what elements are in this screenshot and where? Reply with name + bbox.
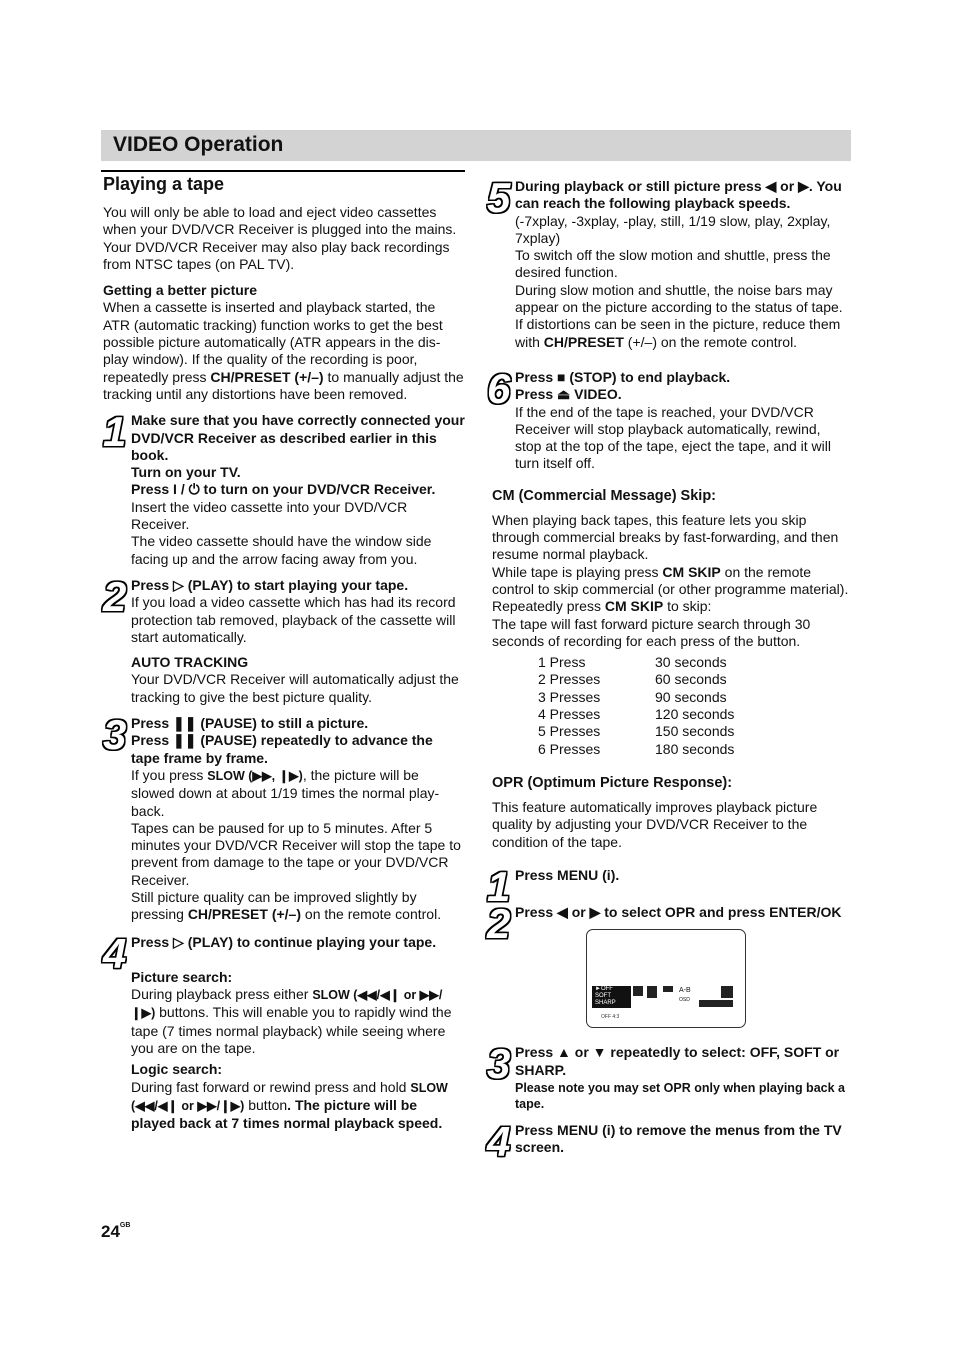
left-column xyxy=(103,173,465,1133)
step-instruction: Press I / ⏻ to turn on your DVD/VCR Receiver. xyxy=(131,481,436,498)
display-icon xyxy=(721,986,733,998)
auto-tracking-text: Your DVD/VCR Receiver will automatically adjust the tracking to give the best picture quality. xyxy=(131,671,459,705)
table-row: 4 Presses 120 seconds xyxy=(538,706,735,723)
osd-icon-bar xyxy=(633,986,733,1008)
step-text: During slow motion and shuttle, the noise bars may appear on the picture according to the status of tape. xyxy=(515,281,843,316)
step-number: 5 xyxy=(487,174,511,221)
step-text: (-7xplay, -3xplay, -play, still, 1/19 slow, play, 2xplay, 7xplay) xyxy=(515,212,831,246)
step-number: 4 xyxy=(103,929,127,977)
osd-status-row: OFF 4:3 xyxy=(601,1014,620,1021)
step-instruction: Press ▷ (PLAY) to start playing your tape. xyxy=(131,576,409,593)
step-instruction: Press ◀ or ▶ to select OPR and press ENTER/OK xyxy=(515,904,842,921)
page-title: VIDEO Operation xyxy=(113,133,284,156)
step-instruction: During playback or still picture press ◀ or ▶. You can reach the following playback speeds. xyxy=(515,178,842,212)
cm-skip-text: Repeatedly press CM SKIP to skip: xyxy=(492,598,712,615)
step-number: 6 xyxy=(487,364,511,412)
opr-step-4 xyxy=(487,1117,849,1165)
step-number: 2 xyxy=(103,572,127,620)
osd-screen-illustration xyxy=(586,929,746,1028)
auto-tracking-title: AUTO TRACKING xyxy=(131,654,249,671)
better-picture-title: Getting a better picture xyxy=(103,282,258,299)
page-number: $24^{GB}$ xyxy=(101,1222,131,1241)
heading-rule xyxy=(101,170,465,172)
step-number: 2 xyxy=(487,900,511,948)
logic-search-title: Logic search: xyxy=(131,1061,223,1078)
step-text: Tapes can be paused for up to 5 minutes. After 5 minutes your DVD/VCR Receiver will stop the tape to prevent from damage to the tape or your DVD/VCR Receiver. xyxy=(131,819,461,888)
osd-label: OSD xyxy=(679,997,690,1004)
table-row: 6 Presses 180 seconds xyxy=(538,740,735,757)
step-4 xyxy=(103,929,465,1133)
step-number: 4 xyxy=(487,1117,511,1165)
step-instruction: Press MENU (i) to remove the menus from the TV screen. xyxy=(515,1121,842,1156)
opr-title: OPR (Optimum Picture Response): xyxy=(492,774,733,791)
table-row: 3 Presses 90 seconds xyxy=(538,688,727,705)
tape-icon xyxy=(663,986,673,992)
step-5 xyxy=(487,174,849,351)
opr-step-2 xyxy=(487,900,849,948)
table-row: 1 Press 30 seconds xyxy=(538,654,727,671)
step-text: If you press SLOW (▶▶, ❙▶), the picture will be slowed down at about 1/19 times the normal play-back. xyxy=(131,766,440,819)
ab-repeat-icon: A-B xyxy=(679,987,691,995)
cm-skip-text: While tape is playing press CM SKIP on the remote control to skip commercial (or other programme material). xyxy=(492,563,849,597)
step-note: Please note you may set OPR only when playing back a tape. xyxy=(515,1080,845,1111)
step-instruction: Press MENU (i). xyxy=(515,866,620,883)
step-number: 3 xyxy=(103,711,127,759)
step-instruction: Press ❚❚ (PAUSE) repeatedly to advance the tape frame by frame. xyxy=(131,732,433,766)
step-1 xyxy=(103,408,465,568)
picture-search-text: During playback press either SLOW (◀◀/◀❙ or ▶▶/❙▶) buttons. This will enable you to rapidly wind the tape (7 times normal playback) while seeing where you are on the tape. xyxy=(131,986,452,1057)
intro-text-2: Your DVD/VCR Receiver may also play back recordings from NTSC tapes (on PAL TV). xyxy=(103,238,450,272)
audio-icon xyxy=(647,986,657,998)
opr-step-1 xyxy=(487,862,849,910)
step-text: If you load a video cassette which has had its record protection tab removed, playback of the cassette will start automatically. xyxy=(131,594,456,645)
opr-text: This feature automatically improves playback picture quality by adjusting your DVD/VCR Receiver to the condition of the tape. xyxy=(492,798,818,850)
step-text: If the end of the tape is reached, your DVD/VCR Receiver will stop playback automatically, rewind, stop at the top of the tape, eject the tape, and it will turn itself off. xyxy=(515,403,831,472)
step-instruction: Press ▲ or ▼ repeatedly to select: OFF, SOFT or SHARP. xyxy=(515,1044,840,1078)
cm-skip-text: The tape will fast forward picture search through 30 seconds of recording for each press of the button. xyxy=(492,615,811,649)
disc-icon xyxy=(633,986,643,996)
cm-skip-text: When playing back tapes, this feature lets you skip through commercial breaks by fast-forwarding, and then resume normal playback. xyxy=(492,511,839,563)
transport-icons xyxy=(699,1000,733,1007)
step-text: The video cassette should have the window side facing up and the arrow facing away from you. xyxy=(131,533,432,567)
opr-step-3 xyxy=(487,1040,849,1112)
step-instruction: Press ⏏ VIDEO. xyxy=(515,386,622,403)
step-instruction: Press ■ (STOP) to end playback. xyxy=(515,368,731,385)
step-3 xyxy=(103,711,465,924)
table-row: 5 Presses 150 seconds xyxy=(538,723,735,740)
step-instruction: Press ▷ (PLAY) to continue playing your tape. xyxy=(131,933,437,950)
step-instruction: Turn on your TV. xyxy=(131,464,241,481)
step-text: To switch off the slow motion and shuttle, press the desired function. xyxy=(515,247,831,281)
step-text: If distortions can be seen in the picture, reduce them with CH/PRESET (+/–) on the remote control. xyxy=(515,316,841,350)
logic-search-text: During fast forward or rewind press and hold SLOW (◀◀/◀❙ or ▶▶/❙▶) button. The picture will be played back at 7 times normal playback speed. xyxy=(131,1078,448,1132)
cm-skip-title: CM (Commercial Message) Skip: xyxy=(492,487,717,504)
step-text: Still picture quality can be improved slightly by pressing CH/PRESET (+/–) on the remote control. xyxy=(131,888,442,923)
step-2 xyxy=(103,572,465,706)
step-instruction: Make sure that you have correctly connected your DVD/VCR Receiver as described earlier in this book. xyxy=(131,412,465,463)
section-heading: Playing a tape xyxy=(103,174,225,194)
picture-search-title: Picture search: xyxy=(131,968,233,985)
step-instruction: Press ❚❚ (PAUSE) to still a picture. xyxy=(131,715,369,732)
table-row: 2 Presses 60 seconds xyxy=(538,671,727,688)
right-column xyxy=(487,174,849,1165)
cm-skip-table xyxy=(538,654,734,758)
better-picture-text: When a cassette is inserted and playback started, the ATR (automatic tracking) function works to get the best possible picture automatically (ATR appears in the dis-play window). If the quality of the recording is poor, repeatedly press CH/PRESET (+/–) to manually adjust the tracking until any distortions have been removed. xyxy=(103,299,464,402)
step-number: 3 xyxy=(487,1040,511,1088)
cm-skip-section xyxy=(487,487,849,851)
step-number: 1 xyxy=(103,408,127,456)
section-banner xyxy=(101,130,851,161)
intro-text-1: You will only be able to load and eject video cassettes when your DVD/VCR Receiver is plugged into the mains. xyxy=(103,204,457,238)
opr-menu: ►OFF SOFT SHARP xyxy=(592,986,631,1008)
step-6 xyxy=(487,364,849,473)
step-number: 1 xyxy=(487,862,511,910)
step-text: Insert the video cassette into your DVD/VCR Receiver. xyxy=(131,498,408,533)
